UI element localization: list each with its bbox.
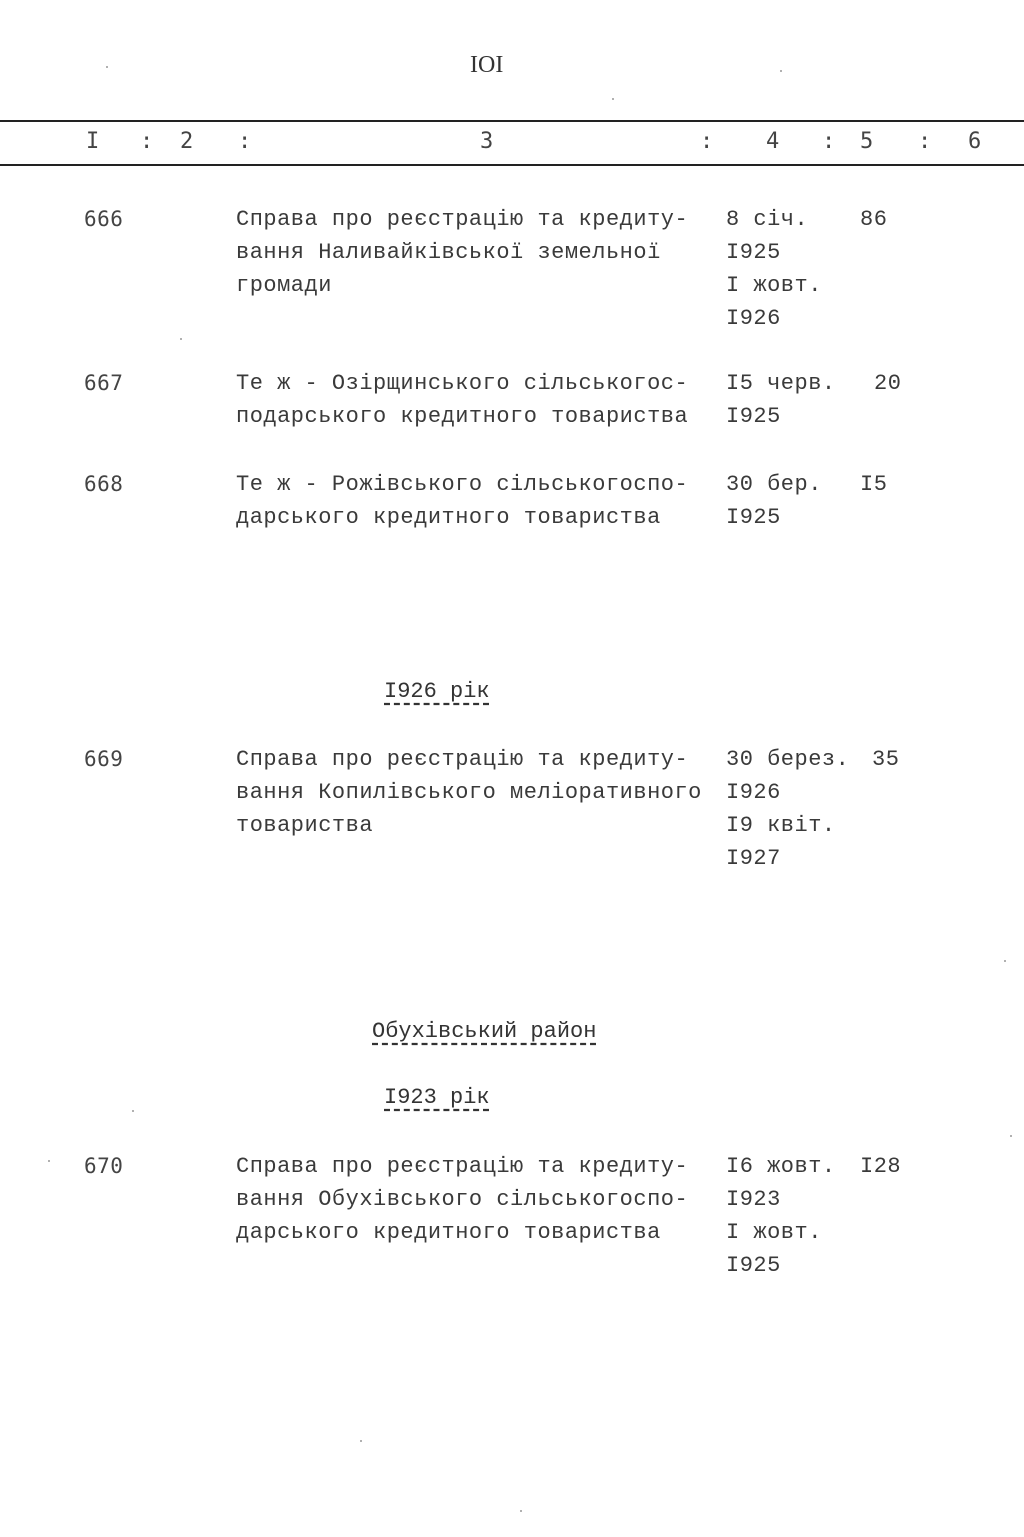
entry-description-line: дарського кредитного товариства (236, 505, 661, 530)
entry-date: I9 квіт. (726, 813, 836, 838)
entry-number: 669 (84, 747, 124, 771)
entry-number: 667 (84, 371, 124, 395)
header-separator: : (822, 129, 836, 154)
entry-number: 670 (84, 1154, 124, 1178)
entry-description-line: товариства (236, 813, 374, 838)
entry-sheets: 86 (860, 207, 888, 232)
section-heading-district: Обухівський район (372, 1019, 597, 1044)
scan-speck (106, 66, 108, 68)
scan-speck (612, 98, 614, 100)
scan-speck (1010, 1135, 1012, 1137)
entry-date: I926 (726, 780, 781, 805)
table-header-bottom-rule (0, 164, 1024, 166)
entry-date: 8 січ. (726, 207, 809, 232)
entry-date: I923 (726, 1187, 781, 1212)
entry-sheets: I28 (860, 1154, 902, 1179)
header-col-4: 4 (766, 129, 780, 154)
page-number: IOI (470, 52, 504, 78)
entry-description-line: Справа про реєстрацію та кредиту- (236, 747, 689, 772)
entry-sheets: 35 (872, 747, 900, 772)
entry-number: 668 (84, 472, 124, 496)
entry-description-line: вання Копилівського меліоративного (236, 780, 702, 805)
entry-description-line: Те ж - Рожівського сільськогоспо- (236, 472, 689, 497)
header-col-6: 6 (968, 129, 982, 154)
header-col-1: I (86, 129, 100, 154)
scan-speck (180, 338, 182, 340)
entry-sheets: 20 (874, 371, 902, 396)
entry-date: I5 черв. (726, 371, 836, 396)
entry-description-line: громади (236, 273, 332, 298)
scan-speck (1004, 960, 1006, 962)
scan-speck (132, 1110, 134, 1112)
entry-number: 666 (84, 207, 124, 231)
entry-date: I6 жовт. (726, 1154, 836, 1179)
scan-speck (360, 1440, 362, 1442)
entry-date: I925 (726, 505, 781, 530)
entry-date: I926 (726, 306, 781, 331)
entry-description-line: вання Обухівського сільськогоспо- (236, 1187, 689, 1212)
scan-speck (780, 70, 782, 72)
entry-date: I925 (726, 404, 781, 429)
entry-date: I927 (726, 846, 781, 871)
header-separator: : (700, 129, 714, 154)
section-heading-year: I926 рік (384, 679, 490, 704)
header-separator: : (238, 129, 252, 154)
entry-date: 30 берез. (726, 747, 850, 772)
entry-description-line: Те ж - Озірщинського сільськогос- (236, 371, 689, 396)
entry-date: I жовт. (726, 273, 822, 298)
scan-speck (48, 1160, 50, 1162)
entry-sheets: I5 (860, 472, 888, 497)
entry-description-line: Справа про реєстрацію та кредиту- (236, 1154, 689, 1179)
entry-description-line: подарського кредитного товариства (236, 404, 689, 429)
entry-date: I жовт. (726, 1220, 822, 1245)
header-separator: : (918, 129, 932, 154)
entry-description-line: вання Наливайківської земельної (236, 240, 661, 265)
entry-description-line: Справа про реєстрацію та кредиту- (236, 207, 689, 232)
header-separator: : (140, 129, 154, 154)
table-header-top-rule (0, 120, 1024, 122)
header-col-3: 3 (480, 129, 494, 154)
entry-date: I925 (726, 240, 781, 265)
entry-date: 30 бер. (726, 472, 822, 497)
section-heading-year: I923 рік (384, 1085, 490, 1110)
entry-description-line: дарського кредитного товариства (236, 1220, 661, 1245)
header-col-2: 2 (180, 129, 194, 154)
entry-date: I925 (726, 1253, 781, 1278)
header-col-5: 5 (860, 129, 874, 154)
scan-speck (520, 1510, 522, 1512)
